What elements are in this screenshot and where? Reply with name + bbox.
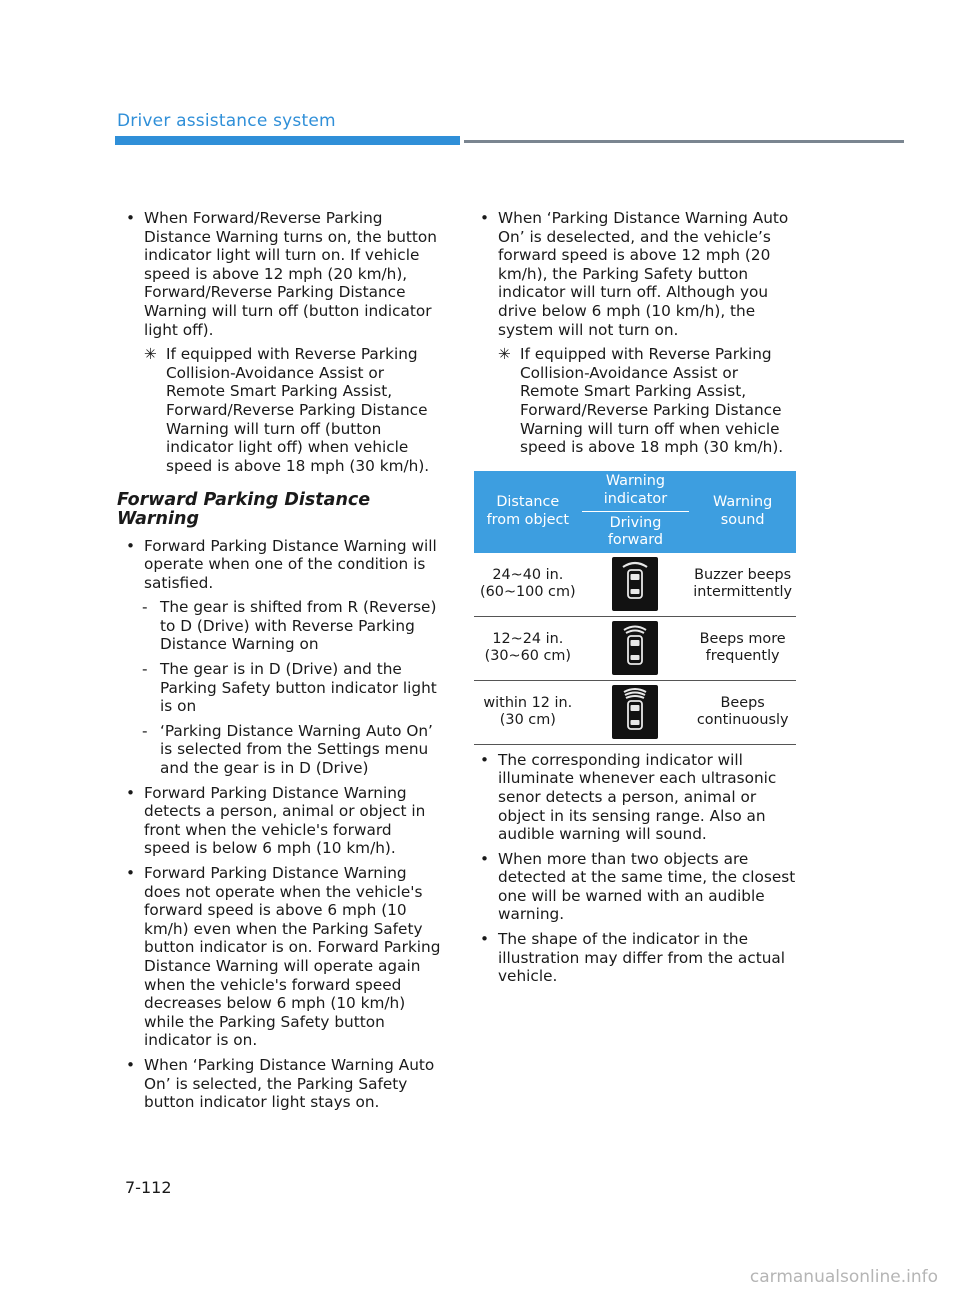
header-indicator: Warning indicator (582, 471, 690, 512)
dash-text: The gear is in D (Drive) and the Parking Safety button indicator light is on (160, 660, 437, 716)
left-column (117, 209, 442, 1118)
bullet-item: • The shape of the indicator in the illustration may differ from the actual vehicle. (474, 930, 796, 986)
sound-cell: Buzzer beeps intermittently (689, 553, 796, 617)
bullet-item: • When more than two objects are detected at the same time, the closest one will be warned with an audible warning. (474, 850, 796, 924)
bullet-item: • Forward Parking Distance Warning does not operate when the vehicle's forward speed is above 6 mph (10 km/h) even when the Parking Safety button indicator is on. Forward Parking Distance Warning will operate again when the vehicle's forward speed decreases below 6 mph (10 km/h) while the Parking Safety button indicator is on. (120, 864, 442, 1050)
car-front-sensor-far-icon (612, 557, 658, 611)
indicator-cell (582, 616, 690, 680)
dash-marker: - (142, 660, 148, 679)
note (474, 345, 796, 457)
table-row (474, 680, 796, 744)
bullet-item: • When Forward/Reverse Parking Distance Warning turns on, the button indicator light will turn on. If vehicle speed is above 12 mph (20 km/h), Forward/Reverse Parking Distance Warning will turn off (button indicator light off). (120, 209, 442, 339)
dash-item (120, 722, 442, 778)
dash-item (120, 660, 442, 716)
bullet-item: • The corresponding indicator will illuminate whenever each ultrasonic senor detects a person, animal or object in its sensing range. Also an audible warning will sound. (474, 751, 796, 844)
header-rule (464, 140, 904, 143)
section-title: Driver assistance system (117, 111, 336, 131)
bullet-item: • When ‘Parking Distance Warning Auto On’ is deselected, and the vehicle’s forward speed is above 12 mph (20 km/h), the Parking Safety button indicator will turn off. Although you drive below 6 mph (10 km/h), the system will not turn on. (474, 209, 796, 339)
header-rule-accent (115, 136, 460, 145)
sound-cell: Beeps more frequently (689, 616, 796, 680)
right-column (474, 209, 796, 992)
dash-marker: - (142, 721, 148, 740)
distance-cell: 12~24 in. (30~60 cm) (474, 616, 582, 680)
car-front-sensor-near-icon (612, 685, 658, 739)
bullet-item: • When ‘Parking Distance Warning Auto On’ is selected, the Parking Safety button indicator light stays on. (120, 1056, 442, 1112)
indicator-cell (582, 680, 690, 744)
note (120, 345, 442, 475)
bullet-item: • Forward Parking Distance Warning will operate when one of the condition is satisfied. (120, 537, 442, 593)
note-text: If equipped with Reverse Parking Collision-Avoidance Assist or Remote Smart Parking Assist, Forward/Reverse Parking Distance Warning will turn off when vehicle speed is above 18 mph (30 km/h). (520, 345, 784, 457)
note-text: If equipped with Reverse Parking Collision-Avoidance Assist or Remote Smart Parking Assist, Forward/Reverse Parking Distance Warning will turn off (button indicator light off) when vehicle speed is above 18 mph (30 km/h). (166, 345, 430, 475)
distance-cell: 24~40 in. (60~100 cm) (474, 553, 582, 617)
section-heading: Forward Parking Distance Warning (117, 490, 371, 529)
table-row (474, 616, 796, 680)
dash-marker: - (142, 598, 148, 617)
table-row (474, 553, 796, 617)
watermark: carmanualsonline.info (749, 1267, 938, 1287)
distance-cell: within 12 in. (30 cm) (474, 680, 582, 744)
car-front-sensor-mid-icon (612, 621, 658, 675)
dash-text: The gear is shifted from R (Reverse) to D (Drive) with Reverse Parking Distance Warning on (160, 598, 437, 654)
note-asterisk-icon: ✳ (498, 345, 511, 364)
indicator-cell (582, 553, 690, 617)
note-asterisk-icon: ✳ (144, 345, 157, 364)
page-number: 7-112 (125, 1178, 172, 1197)
header-distance: Distance from object (474, 471, 582, 553)
dash-text: ‘Parking Distance Warning Auto On’ is selected from the Settings menu and the gear is in D (Drive) (160, 721, 433, 778)
sound-cell: Beeps continuously (689, 680, 796, 744)
warning-table (474, 471, 796, 745)
bullet-item: • Forward Parking Distance Warning detects a person, animal or object in front when the vehicle's forward speed is below 6 mph (10 km/h). (120, 784, 442, 858)
dash-item (120, 598, 442, 654)
header-indicator-sub: Driving forward (582, 511, 690, 553)
header-sound: Warning sound (689, 471, 796, 553)
